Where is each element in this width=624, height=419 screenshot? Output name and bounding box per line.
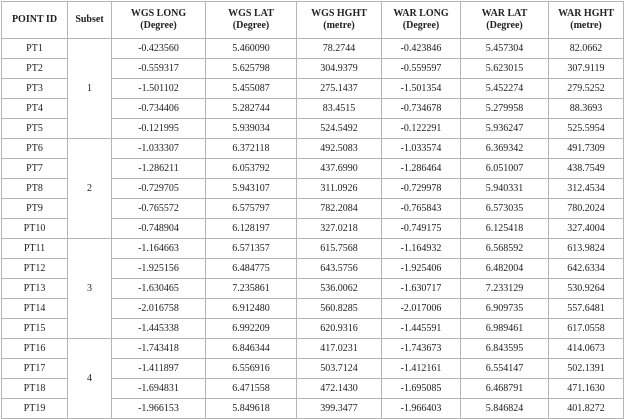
cell-war-lat: 6.482004 xyxy=(461,259,549,279)
table-row xyxy=(2,139,624,159)
cell-subset: 4 xyxy=(68,339,112,419)
cell-wgs-hght: 417.0231 xyxy=(297,339,382,359)
cell-wgs-lat: 6.556916 xyxy=(206,359,297,379)
cell-wgs-lat: 5.282744 xyxy=(206,99,297,119)
cell-point-id: PT18 xyxy=(2,379,68,399)
cell-war-lat: 6.125418 xyxy=(461,219,549,239)
cell-point-id: PT16 xyxy=(2,339,68,359)
cell-wgs-hght: 524.5492 xyxy=(297,119,382,139)
cell-wgs-long: -0.423560 xyxy=(112,39,206,59)
cell-wgs-lat: 5.460090 xyxy=(206,39,297,59)
cell-war-hght: 471.1630 xyxy=(549,379,624,399)
cell-war-hght: 525.5954 xyxy=(549,119,624,139)
cell-wgs-lat: 5.943107 xyxy=(206,179,297,199)
cell-wgs-lat: 6.912480 xyxy=(206,299,297,319)
cell-wgs-long: -1.501102 xyxy=(112,79,206,99)
cell-war-lat: 6.989461 xyxy=(461,319,549,339)
cell-war-lat: 6.554147 xyxy=(461,359,549,379)
cell-war-lat: 6.568592 xyxy=(461,239,549,259)
cell-war-lat: 6.909735 xyxy=(461,299,549,319)
cell-war-long: -1.412161 xyxy=(382,359,461,379)
cell-wgs-hght: 399.3477 xyxy=(297,399,382,419)
cell-wgs-long: -2.016758 xyxy=(112,299,206,319)
cell-war-lat: 6.051007 xyxy=(461,159,549,179)
cell-war-long: -1.743673 xyxy=(382,339,461,359)
cell-wgs-lat: 6.484775 xyxy=(206,259,297,279)
cell-war-lat: 6.369342 xyxy=(461,139,549,159)
cell-wgs-lat: 6.992209 xyxy=(206,319,297,339)
table-header xyxy=(2,2,624,39)
cell-point-id: PT5 xyxy=(2,119,68,139)
cell-war-long: -2.017006 xyxy=(382,299,461,319)
cell-war-hght: 414.0673 xyxy=(549,339,624,359)
cell-war-hght: 88.3693 xyxy=(549,99,624,119)
cell-subset: 2 xyxy=(68,139,112,239)
coordinate-table xyxy=(1,1,624,419)
cell-point-id: PT13 xyxy=(2,279,68,299)
cell-subset: 1 xyxy=(68,39,112,139)
cell-wgs-long: -1.445338 xyxy=(112,319,206,339)
cell-wgs-lat: 5.625798 xyxy=(206,59,297,79)
cell-wgs-hght: 643.5756 xyxy=(297,259,382,279)
cell-war-hght: 557.6481 xyxy=(549,299,624,319)
cell-wgs-hght: 782.2084 xyxy=(297,199,382,219)
cell-wgs-hght: 304.9379 xyxy=(297,59,382,79)
cell-war-hght: 279.5252 xyxy=(549,79,624,99)
cell-war-long: -1.164932 xyxy=(382,239,461,259)
cell-point-id: PT3 xyxy=(2,79,68,99)
cell-point-id: PT2 xyxy=(2,59,68,79)
cell-point-id: PT8 xyxy=(2,179,68,199)
cell-war-lat: 5.940331 xyxy=(461,179,549,199)
cell-wgs-hght: 275.1437 xyxy=(297,79,382,99)
cell-war-long: -1.445591 xyxy=(382,319,461,339)
cell-war-hght: 617.0558 xyxy=(549,319,624,339)
cell-wgs-long: -1.925156 xyxy=(112,259,206,279)
cell-war-long: -1.966403 xyxy=(382,399,461,419)
cell-war-long: -0.749175 xyxy=(382,219,461,239)
cell-wgs-hght: 560.8285 xyxy=(297,299,382,319)
cell-point-id: PT17 xyxy=(2,359,68,379)
cell-point-id: PT9 xyxy=(2,199,68,219)
cell-war-long: -1.286464 xyxy=(382,159,461,179)
table-row xyxy=(2,339,624,359)
table-body xyxy=(2,39,624,419)
cell-war-long: -0.729978 xyxy=(382,179,461,199)
cell-wgs-hght: 492.5083 xyxy=(297,139,382,159)
cell-wgs-long: -0.121995 xyxy=(112,119,206,139)
table-row xyxy=(2,39,624,59)
table-row xyxy=(2,239,624,259)
cell-war-hght: 438.7549 xyxy=(549,159,624,179)
header-subset: Subset xyxy=(68,2,112,39)
cell-war-long: -1.695085 xyxy=(382,379,461,399)
header-war-long: WAR LONG (Degree) xyxy=(382,2,461,39)
cell-wgs-long: -1.033307 xyxy=(112,139,206,159)
cell-war-hght: 613.9824 xyxy=(549,239,624,259)
cell-war-hght: 327.4004 xyxy=(549,219,624,239)
cell-war-long: -0.765843 xyxy=(382,199,461,219)
cell-wgs-lat: 6.128197 xyxy=(206,219,297,239)
cell-war-hght: 530.9264 xyxy=(549,279,624,299)
cell-wgs-lat: 6.575797 xyxy=(206,199,297,219)
cell-wgs-lat: 5.939034 xyxy=(206,119,297,139)
cell-war-lat: 5.936247 xyxy=(461,119,549,139)
cell-wgs-hght: 503.7124 xyxy=(297,359,382,379)
cell-war-hght: 502.1391 xyxy=(549,359,624,379)
header-row xyxy=(2,2,624,39)
cell-war-long: -0.122291 xyxy=(382,119,461,139)
cell-wgs-lat: 5.849618 xyxy=(206,399,297,419)
cell-war-lat: 5.846824 xyxy=(461,399,549,419)
cell-war-lat: 6.843595 xyxy=(461,339,549,359)
cell-wgs-long: -1.694831 xyxy=(112,379,206,399)
cell-war-lat: 5.279958 xyxy=(461,99,549,119)
cell-wgs-long: -1.286211 xyxy=(112,159,206,179)
cell-war-long: -0.559597 xyxy=(382,59,461,79)
cell-point-id: PT11 xyxy=(2,239,68,259)
cell-war-lat: 5.452274 xyxy=(461,79,549,99)
cell-war-lat: 6.573035 xyxy=(461,199,549,219)
cell-wgs-hght: 78.2744 xyxy=(297,39,382,59)
header-wgs-hght: WGS HGHT (metre) xyxy=(297,2,382,39)
cell-war-hght: 401.8272 xyxy=(549,399,624,419)
cell-point-id: PT4 xyxy=(2,99,68,119)
cell-war-lat: 6.468791 xyxy=(461,379,549,399)
cell-wgs-lat: 6.053792 xyxy=(206,159,297,179)
cell-war-hght: 780.2024 xyxy=(549,199,624,219)
cell-point-id: PT7 xyxy=(2,159,68,179)
cell-wgs-long: -1.966153 xyxy=(112,399,206,419)
cell-wgs-long: -1.630465 xyxy=(112,279,206,299)
cell-point-id: PT10 xyxy=(2,219,68,239)
cell-war-long: -0.423846 xyxy=(382,39,461,59)
cell-wgs-hght: 615.7568 xyxy=(297,239,382,259)
cell-war-long: -1.033574 xyxy=(382,139,461,159)
cell-war-long: -1.630717 xyxy=(382,279,461,299)
cell-wgs-long: -1.411897 xyxy=(112,359,206,379)
cell-wgs-hght: 536.0062 xyxy=(297,279,382,299)
cell-wgs-long: -0.729705 xyxy=(112,179,206,199)
cell-war-hght: 312.4534 xyxy=(549,179,624,199)
cell-wgs-hght: 311.0926 xyxy=(297,179,382,199)
cell-point-id: PT14 xyxy=(2,299,68,319)
cell-war-long: -1.925406 xyxy=(382,259,461,279)
cell-war-long: -0.734678 xyxy=(382,99,461,119)
cell-wgs-lat: 6.571357 xyxy=(206,239,297,259)
cell-wgs-long: -1.743418 xyxy=(112,339,206,359)
header-wgs-long: WGS LONG (Degree) xyxy=(112,2,206,39)
cell-war-long: -1.501354 xyxy=(382,79,461,99)
cell-war-hght: 307.9119 xyxy=(549,59,624,79)
header-wgs-lat: WGS LAT (Degree) xyxy=(206,2,297,39)
header-war-hght: WAR HGHT (metre) xyxy=(549,2,624,39)
cell-wgs-lat: 5.455087 xyxy=(206,79,297,99)
cell-war-hght: 491.7309 xyxy=(549,139,624,159)
cell-wgs-lat: 6.471558 xyxy=(206,379,297,399)
cell-wgs-lat: 7.235861 xyxy=(206,279,297,299)
cell-wgs-lat: 6.846344 xyxy=(206,339,297,359)
cell-war-lat: 5.623015 xyxy=(461,59,549,79)
header-war-lat: WAR LAT (Degree) xyxy=(461,2,549,39)
cell-war-hght: 642.6334 xyxy=(549,259,624,279)
cell-point-id: PT15 xyxy=(2,319,68,339)
cell-wgs-hght: 437.6990 xyxy=(297,159,382,179)
cell-subset: 3 xyxy=(68,239,112,339)
cell-point-id: PT12 xyxy=(2,259,68,279)
cell-wgs-lat: 6.372118 xyxy=(206,139,297,159)
cell-wgs-long: -0.765572 xyxy=(112,199,206,219)
cell-wgs-hght: 472.1430 xyxy=(297,379,382,399)
cell-wgs-long: -0.734406 xyxy=(112,99,206,119)
cell-war-hght: 82.0662 xyxy=(549,39,624,59)
header-point-id: POINT ID xyxy=(2,2,68,39)
cell-wgs-hght: 83.4515 xyxy=(297,99,382,119)
cell-war-lat: 5.457304 xyxy=(461,39,549,59)
cell-wgs-hght: 620.9316 xyxy=(297,319,382,339)
cell-point-id: PT19 xyxy=(2,399,68,419)
cell-point-id: PT6 xyxy=(2,139,68,159)
cell-wgs-hght: 327.0218 xyxy=(297,219,382,239)
cell-point-id: PT1 xyxy=(2,39,68,59)
cell-wgs-long: -0.559317 xyxy=(112,59,206,79)
cell-wgs-long: -0.748904 xyxy=(112,219,206,239)
cell-war-lat: 7.233129 xyxy=(461,279,549,299)
cell-wgs-long: -1.164663 xyxy=(112,239,206,259)
